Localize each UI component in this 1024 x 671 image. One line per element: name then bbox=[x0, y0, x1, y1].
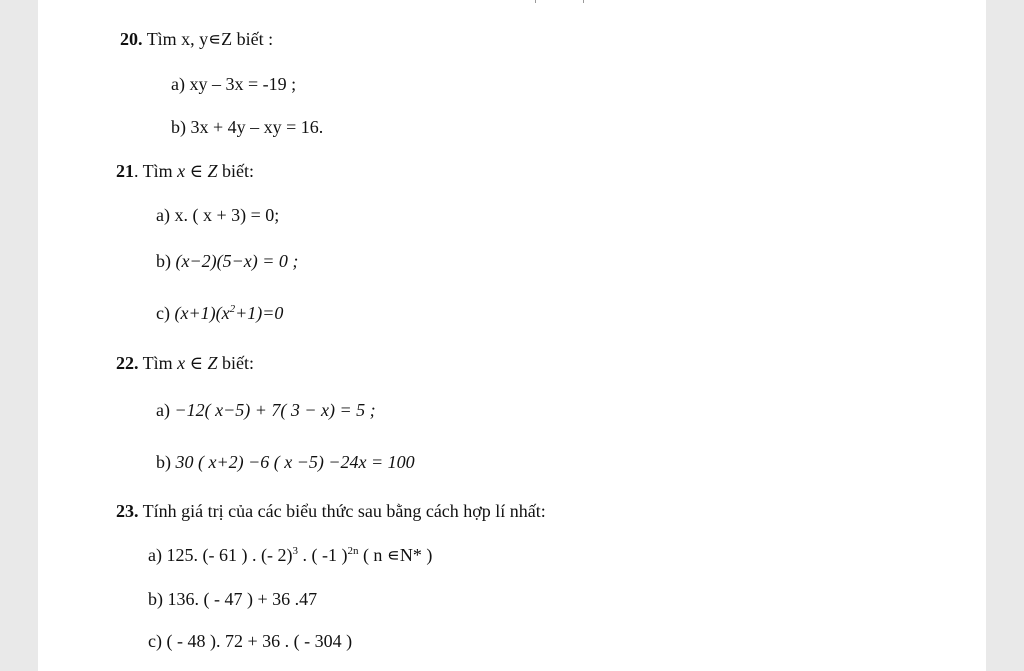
item-label: a) bbox=[156, 205, 170, 225]
problem-number: 20. bbox=[120, 29, 143, 49]
item-label: a) bbox=[156, 400, 170, 420]
item-expression: 3x + 4y – xy = 16. bbox=[190, 117, 324, 137]
problem-prompt-start: . Tìm bbox=[134, 161, 178, 181]
problem-20-item-a bbox=[171, 73, 296, 95]
problem-number: 21 bbox=[116, 161, 134, 181]
problem-prompt-end: biết: bbox=[217, 353, 254, 373]
item-expression: 30 ( x+2) −6 ( x −5) −24x = 100 bbox=[175, 452, 415, 472]
exponent: 2n bbox=[347, 545, 359, 557]
problem-prompt-start: Tìm bbox=[138, 353, 178, 373]
problem-number: 22. bbox=[116, 353, 139, 373]
problem-prompt: Tính giá trị của các biểu thức sau bằng cách hợp lí nhất: bbox=[138, 501, 546, 521]
problem-20-heading bbox=[120, 28, 273, 50]
page-edge-mark bbox=[583, 0, 584, 3]
document-page bbox=[38, 0, 986, 671]
item-expression: 136. ( - 47 ) + 36 .47 bbox=[167, 589, 318, 609]
item-expression: xy – 3x = -19 ; bbox=[189, 74, 297, 94]
item-label: b) bbox=[156, 452, 171, 472]
problem-21-heading bbox=[116, 160, 254, 182]
item-label: b) bbox=[171, 117, 186, 137]
problem-22-heading bbox=[116, 352, 254, 374]
item-label: a) bbox=[148, 545, 162, 565]
problem-21-item-a bbox=[156, 204, 279, 226]
item-expression: (x−2)(5−x) = 0 ; bbox=[175, 251, 299, 271]
item-expression: −12( x−5) + 7( 3 − x) = 5 ; bbox=[174, 400, 376, 420]
problem-23-item-a bbox=[148, 544, 432, 566]
item-label: c) bbox=[148, 631, 162, 651]
problem-prompt: Tìm x, y∊Z biết : bbox=[146, 29, 274, 49]
exponent: 2 bbox=[229, 303, 236, 315]
item-expression: $(x+1)(x^2+1)=0$ bbox=[174, 303, 284, 323]
problem-22-item-b bbox=[156, 451, 415, 473]
exponent: 3 bbox=[292, 545, 298, 557]
problem-prompt-end: biết: bbox=[217, 161, 254, 181]
problem-variable: x ∈ Z bbox=[177, 161, 218, 181]
problem-variable: x ∈ Z bbox=[177, 353, 218, 373]
item-expression: x. ( x + 3) = 0; bbox=[174, 205, 280, 225]
problem-23-item-c bbox=[148, 630, 352, 652]
item-label: a) bbox=[171, 74, 185, 94]
problem-23-item-b bbox=[148, 588, 317, 610]
page-edge-mark bbox=[535, 0, 536, 3]
problem-20-item-b bbox=[171, 116, 323, 138]
problem-23-heading bbox=[116, 500, 546, 522]
problem-22-item-a bbox=[156, 399, 376, 421]
problem-21-item-c bbox=[156, 302, 283, 324]
problem-number: 23. bbox=[116, 501, 139, 521]
problem-21-item-b bbox=[156, 250, 298, 272]
item-expression: 125. (- 61 ) . (- 2)$^3$ . ( -1 )$^{2n}$ ( n ∊N* ) bbox=[166, 545, 433, 565]
item-label: b) bbox=[148, 589, 163, 609]
item-label: c) bbox=[156, 303, 170, 323]
item-label: b) bbox=[156, 251, 171, 271]
item-expression: ( - 48 ). 72 + 36 . ( - 304 ) bbox=[166, 631, 353, 651]
